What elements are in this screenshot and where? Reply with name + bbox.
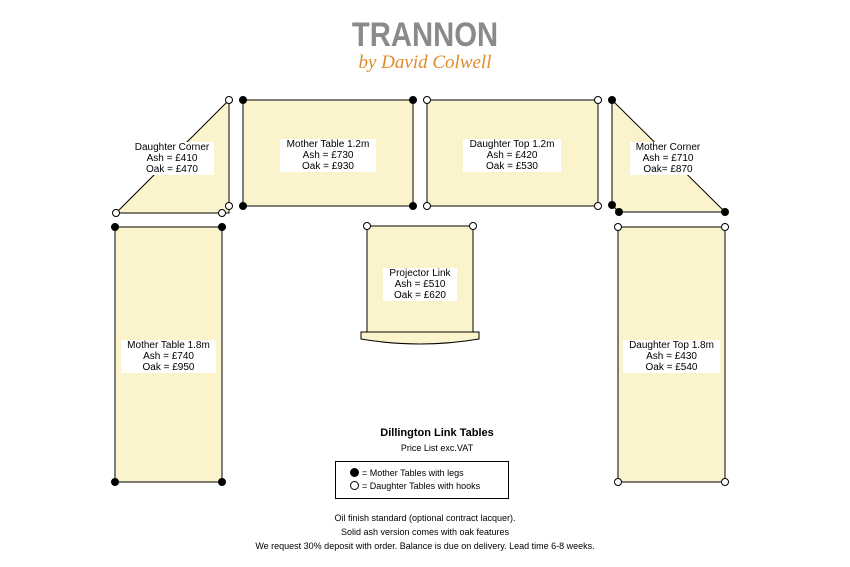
daughter-hook-dot: [424, 203, 431, 210]
mother-leg-dot: [609, 97, 616, 104]
table-name: Mother Table 1.2m: [286, 139, 370, 150]
oak-price: Oak = £470: [146, 164, 198, 175]
ash-price: Ash = £420: [486, 150, 538, 161]
table-name: Mother Table 1.8m: [127, 340, 210, 351]
mother-leg-dot: [219, 479, 226, 486]
projector-link-curved-edge: [361, 332, 479, 344]
ash-price: Ash = £710: [642, 153, 694, 164]
daughter-hook-dot: [595, 97, 602, 104]
mother-leg-dot: [616, 209, 623, 216]
mother-table-1-8-label: [121, 340, 216, 373]
ash-price: Ash = £410: [146, 153, 198, 164]
table-name: Daughter Corner: [134, 142, 210, 153]
legend-mother-text: = Mother Tables with legs: [362, 468, 464, 478]
daughter-hook-dot: [615, 224, 622, 231]
daughter-hook-dot: [470, 223, 477, 230]
daughter-hook-dot: [615, 479, 622, 486]
filled-dot-icon: [350, 468, 359, 477]
brand-subtitle: by David Colwell: [358, 52, 492, 73]
mother-leg-dot: [112, 479, 119, 486]
legend-daughter-row: [350, 481, 480, 491]
footer-line-3: We request 30% deposit with order. Balance is due on delivery. Lead time 6-8 weeks.: [255, 541, 595, 551]
daughter-top-1-2-label: [463, 139, 561, 172]
oak-price: Oak = £530: [486, 161, 538, 172]
mother-leg-dot: [240, 203, 247, 210]
price-list-title: Dillington Link Tables: [380, 427, 494, 439]
oak-price: Oak = £930: [302, 161, 354, 172]
ash-price: Ash = £430: [646, 351, 697, 362]
daughter-hook-dot: [364, 223, 371, 230]
daughter-hook-dot: [113, 210, 120, 217]
table-name: Mother Corner: [635, 142, 701, 153]
oak-price: Oak = £950: [142, 362, 195, 373]
footer-line-1: Oil finish standard (optional contract lacquer).: [334, 513, 516, 523]
daughter-corner-label: [130, 142, 214, 175]
daughter-hook-dot: [595, 203, 602, 210]
daughter-hook-dot: [722, 479, 729, 486]
mother-leg-dot: [219, 224, 226, 231]
oak-price: Oak = £620: [394, 290, 446, 301]
mother-leg-dot: [112, 224, 119, 231]
projector-link-label: [383, 268, 457, 301]
daughter-top-1-8-label: [623, 340, 720, 373]
ash-price: Ash = £510: [394, 279, 446, 290]
footer-line-2: Solid ash version comes with oak features: [340, 527, 510, 537]
daughter-hook-dot: [219, 210, 226, 217]
legend: [335, 461, 509, 499]
daughter-hook-dot: [226, 203, 233, 210]
open-dot-icon: [350, 481, 359, 490]
brand-title: TRANNON: [351, 16, 499, 54]
oak-price: Oak = £540: [645, 362, 698, 373]
oak-price: Oak= £870: [643, 164, 693, 175]
legend-mother-row: [350, 468, 464, 478]
daughter-hook-dot: [722, 224, 729, 231]
mother-table-1-2-label: [280, 139, 376, 172]
price-list-subtitle: Price List exc.VAT: [400, 443, 474, 453]
mother-leg-dot: [722, 209, 729, 216]
mother-leg-dot: [240, 97, 247, 104]
ash-price: Ash = £740: [143, 351, 194, 362]
mother-leg-dot: [609, 202, 616, 209]
mother-leg-dot: [410, 97, 417, 104]
legend-daughter-text: = Daughter Tables with hooks: [362, 481, 481, 491]
table-name: Daughter Top 1.2m: [469, 139, 555, 150]
table-name: Daughter Top 1.8m: [629, 340, 714, 351]
mother-corner-label: [630, 142, 706, 175]
daughter-hook-dot: [226, 97, 233, 104]
table-name: Projector Link: [389, 268, 451, 279]
mother-leg-dot: [410, 203, 417, 210]
ash-price: Ash = £730: [302, 150, 354, 161]
daughter-hook-dot: [424, 97, 431, 104]
